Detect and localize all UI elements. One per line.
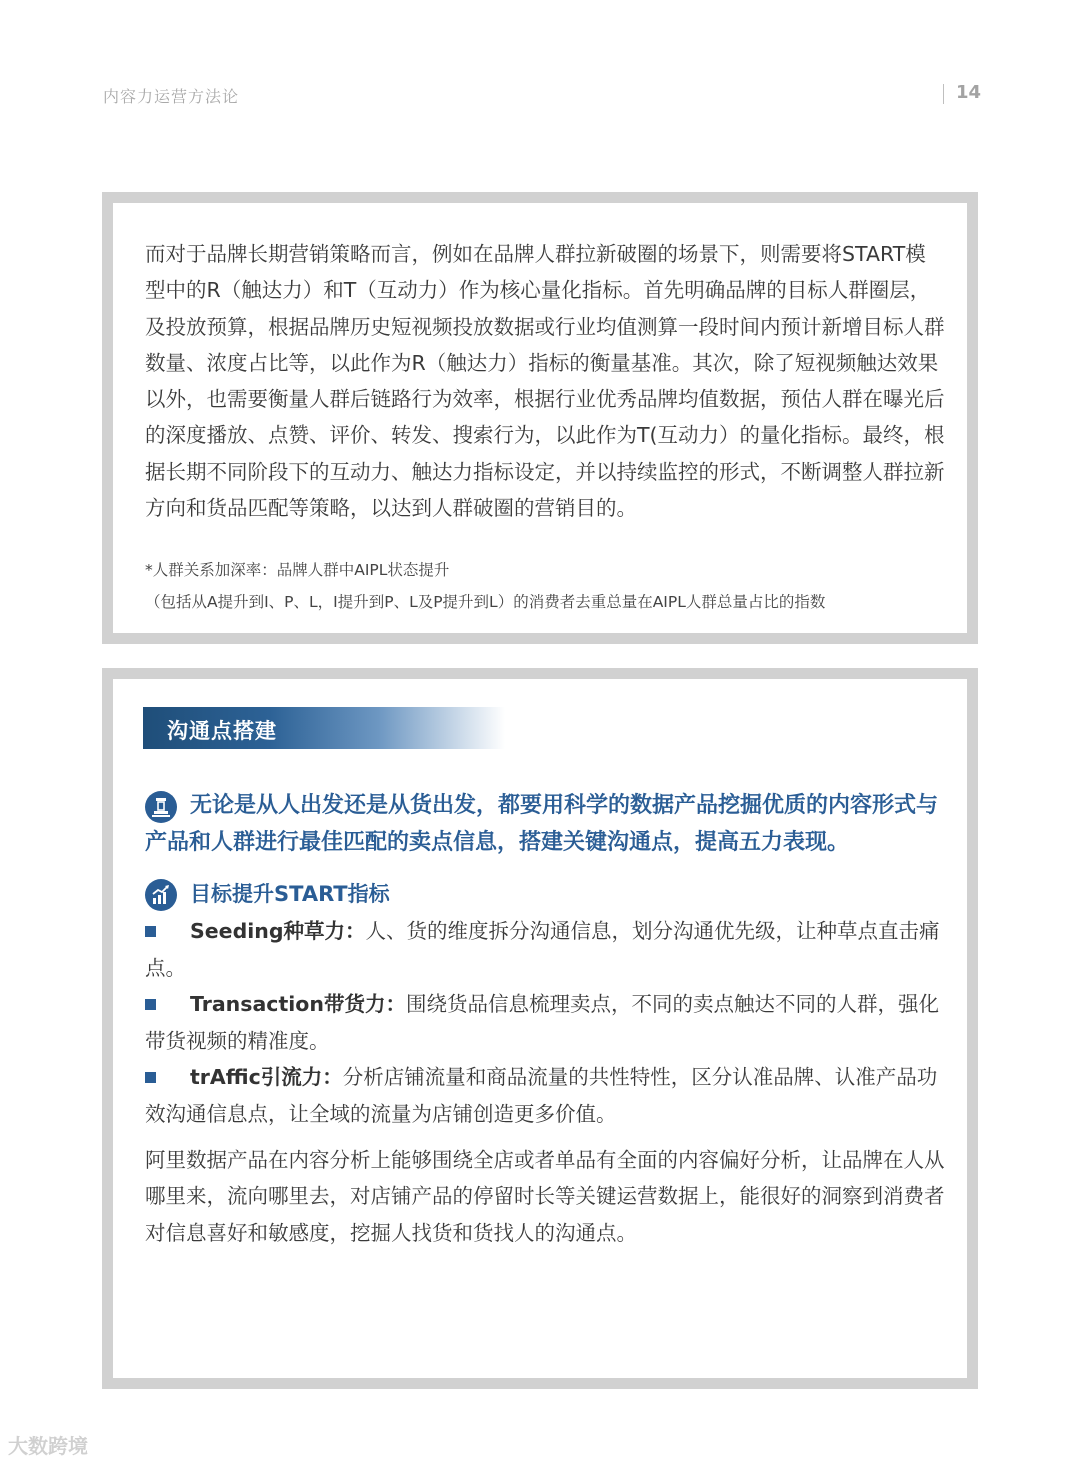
square-bullet-icon [145, 1072, 156, 1083]
strategy-text-box [102, 192, 978, 644]
growth-chart-icon [145, 879, 177, 911]
watermark: 大数跨境 [8, 1434, 88, 1458]
list-item [145, 913, 945, 986]
bullet-text: 人、货的维度拆分沟通信息，划分沟通优先级，让种草点直击痛点。 [145, 919, 940, 980]
key-message: 无论是从人出发还是从货出发，都要用科学的数据产品挖掘优质的内容形式与产品和人群进行最佳匹配的卖点信息，搭建关键沟通点，提高五力表现。 [145, 793, 939, 855]
start-metrics-list [145, 913, 945, 1132]
bullet-text: 分析店铺流量和商品流量的共性特性，区分认准品牌、认准产品功效沟通信息点，让全域的流量为店铺创造更多价值。 [145, 1065, 938, 1126]
list-item [145, 1059, 945, 1132]
goal-title: 目标提升START指标 [190, 882, 390, 906]
bullet-term: Transaction带货力： [190, 992, 406, 1016]
square-bullet-icon [145, 999, 156, 1010]
closing-paragraph: 阿里数据产品在内容分析上能够围绕全店或者单品有全面的内容偏好分析，让品牌在人从哪里来，流向哪里去，对店铺产品的停留时长等关键运营数据上，能很好的洞察到消费者对信息喜好和敏感度，挖掘人找货和货找人的沟通点。 [145, 1148, 945, 1245]
header-divider [943, 84, 944, 104]
bullet-text: 围绕货品信息梳理卖点，不同的卖点触达不同的人群，强化带货视频的精准度。 [145, 992, 939, 1053]
footnote-line-1: *人群关系加深率：品牌人群中AIPL状态提升 [145, 561, 450, 579]
page-number: 14 [956, 82, 982, 103]
section-title-banner [143, 707, 505, 749]
list-item [145, 986, 945, 1059]
header-title: 内容力运营方法论 [103, 87, 240, 106]
bullet-term: trAffic引流力： [190, 1065, 343, 1089]
communication-point-box [102, 668, 978, 1389]
square-bullet-icon [145, 926, 156, 937]
footnote-line-2: （包括从A提升到I、P、L，I提升到P、L及P提升到L）的消费者去重总量在AIPL人群总量占比的指数 [145, 593, 826, 611]
section-title: 沟通点搭建 [167, 719, 277, 743]
strategy-paragraph: 而对于品牌长期营销策略而言，例如在品牌人群拉新破圈的场景下，则需要将START模型中的R（触达力）和T（互动力）作为核心量化指标。首先明确品牌的目标人群圈层，及投放预算，根据品牌历史短视频投放数据或行业均值测算一段时间内预计新增目标人群数量、浓度占比等，以此作为R（触达力）指标的衡量基准。其次，除了短视频触达效果以外，也需要衡量人群后链路行为效率，根据行业优秀品牌均值数据，预估人群在曝光后的深度播放、点赞、评价、转发、搜索行为，以此作为T(互动力）的量化指标。最终，根据长期不同阶段下的互动力、触达力指标设定，并以持续监控的形式，不断调整人群拉新方向和货品匹配等策略，以达到人群破圈的营销目的。 [145, 242, 945, 521]
bullet-term: Seeding种草力： [190, 919, 366, 943]
